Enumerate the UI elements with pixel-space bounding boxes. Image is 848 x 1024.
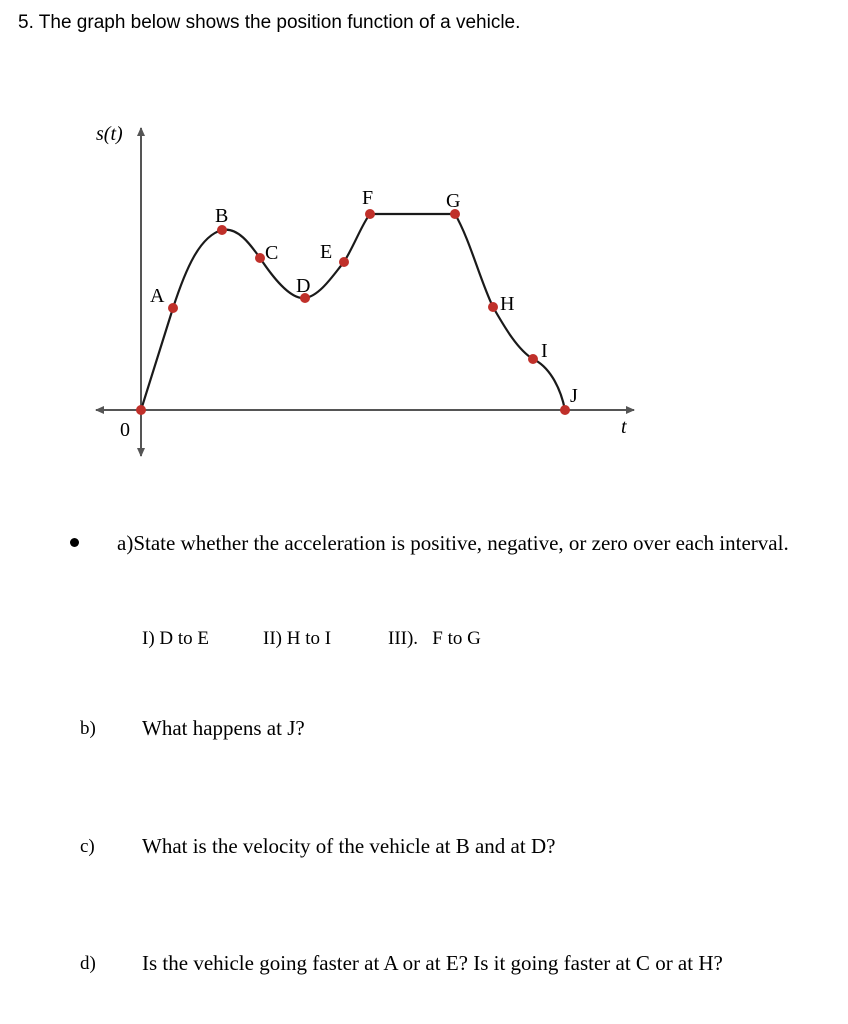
- part-b-question: What happens at J?: [142, 716, 305, 740]
- x-axis-label: t: [621, 416, 627, 438]
- part-c-question: What is the velocity of the vehicle at B and at D?: [142, 834, 556, 858]
- marker-e: [339, 257, 349, 267]
- marker-origin: [136, 405, 146, 415]
- point-label-i: I: [541, 340, 548, 362]
- interval-ii: II) H to I: [263, 628, 332, 649]
- point-label-g: G: [446, 190, 461, 212]
- part-b-letter: b): [80, 718, 96, 739]
- part-d-letter: d): [80, 953, 96, 974]
- marker-h: [488, 302, 498, 312]
- part-d-question: Is the vehicle going faster at A or at E? Is it going faster at C or at H?: [142, 951, 723, 975]
- point-label-a: A: [150, 285, 165, 307]
- point-label-e: E: [320, 241, 333, 263]
- part-c-letter: c): [80, 836, 95, 857]
- marker-a: [168, 303, 178, 313]
- question-title: 5. The graph below shows the position function of a vehicle.: [18, 12, 521, 33]
- part-a-question: a)State whether the acceleration is positive, negative, or zero over each interval.: [117, 531, 789, 555]
- bullet-point: [70, 538, 79, 547]
- point-label-h: H: [500, 293, 515, 315]
- point-label-j: J: [570, 385, 578, 407]
- point-label-b: B: [215, 205, 229, 227]
- marker-c: [255, 253, 265, 263]
- marker-f: [365, 209, 375, 219]
- y-axis-label: s(t): [96, 123, 123, 145]
- marker-j: [560, 405, 570, 415]
- point-label-d: D: [296, 275, 311, 297]
- interval-iii: III). F to G: [388, 628, 481, 649]
- point-label-f: F: [362, 187, 374, 209]
- interval-i: I) D to E: [142, 628, 210, 649]
- marker-i: [528, 354, 538, 364]
- origin-label: 0: [120, 419, 130, 441]
- point-label-c: C: [265, 242, 279, 264]
